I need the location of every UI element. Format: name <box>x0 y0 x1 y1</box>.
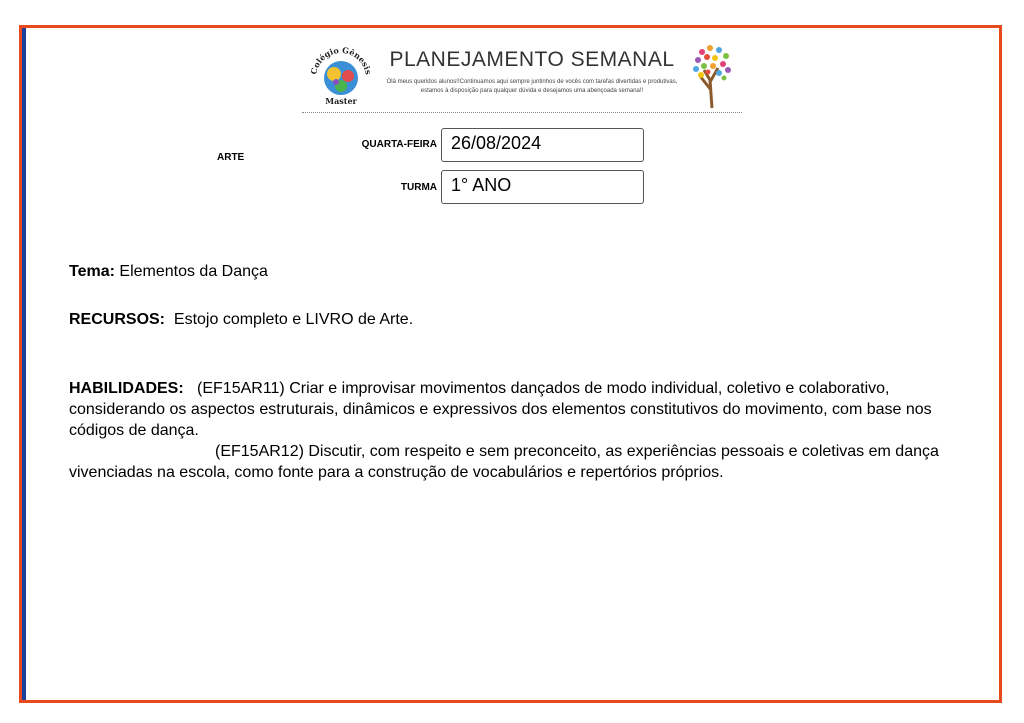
document-header <box>302 40 742 113</box>
tree-icon <box>688 40 736 110</box>
recursos-line <box>69 309 959 330</box>
left-accent-bar <box>22 28 26 700</box>
habilidades-label: HABILIDADES: <box>69 380 184 397</box>
tema-line <box>69 261 959 282</box>
day-label: QUARTA-FEIRA <box>361 139 437 150</box>
class-label: TURMA <box>400 182 437 193</box>
subject-label: ARTE <box>217 152 245 163</box>
habilidade-ef15ar12: (EF15AR12) Discutir, com respeito e sem preconceito, as experiências pessoais e coletivas em dança vivenciadas na escola, como fonte para a construção de vocabulários e repertórios próprios. <box>69 443 939 481</box>
habilidades-block <box>69 378 959 483</box>
logo-text-bottom: Master <box>325 96 357 106</box>
header-subtitle: Olá meus queridos alunos!!Continuamos aqui sempre juntinhos de vocês com tarefas divertidas e produtivas, estamos à disposição para qualquer dúvida e desejamos uma abençoada semana!! <box>386 79 678 94</box>
date-field[interactable]: 26/08/2024 <box>441 128 644 162</box>
habilidade-ef15ar11: (EF15AR11) Criar e improvisar movimentos dançados de modo individual, coletivo e colaborativo, considerando os aspectos estruturais, dinâmicos e expressivos dos elementos constitutivos do movimento, com base nos códigos de dança. <box>69 380 932 439</box>
page-border <box>19 25 1002 703</box>
tema-value: Elementos da Dança <box>119 263 268 280</box>
logo-text-top: Colégio Gênesis <box>308 44 374 76</box>
page-title: PLANEJAMENTO SEMANAL <box>389 48 675 71</box>
tema-label: Tema: <box>69 263 115 280</box>
school-logo <box>308 42 374 108</box>
recursos-value: Estojo completo e LIVRO de Arte. <box>173 311 414 328</box>
class-field[interactable]: 1° ANO <box>441 170 644 204</box>
recursos-label: RECURSOS: <box>69 311 166 328</box>
